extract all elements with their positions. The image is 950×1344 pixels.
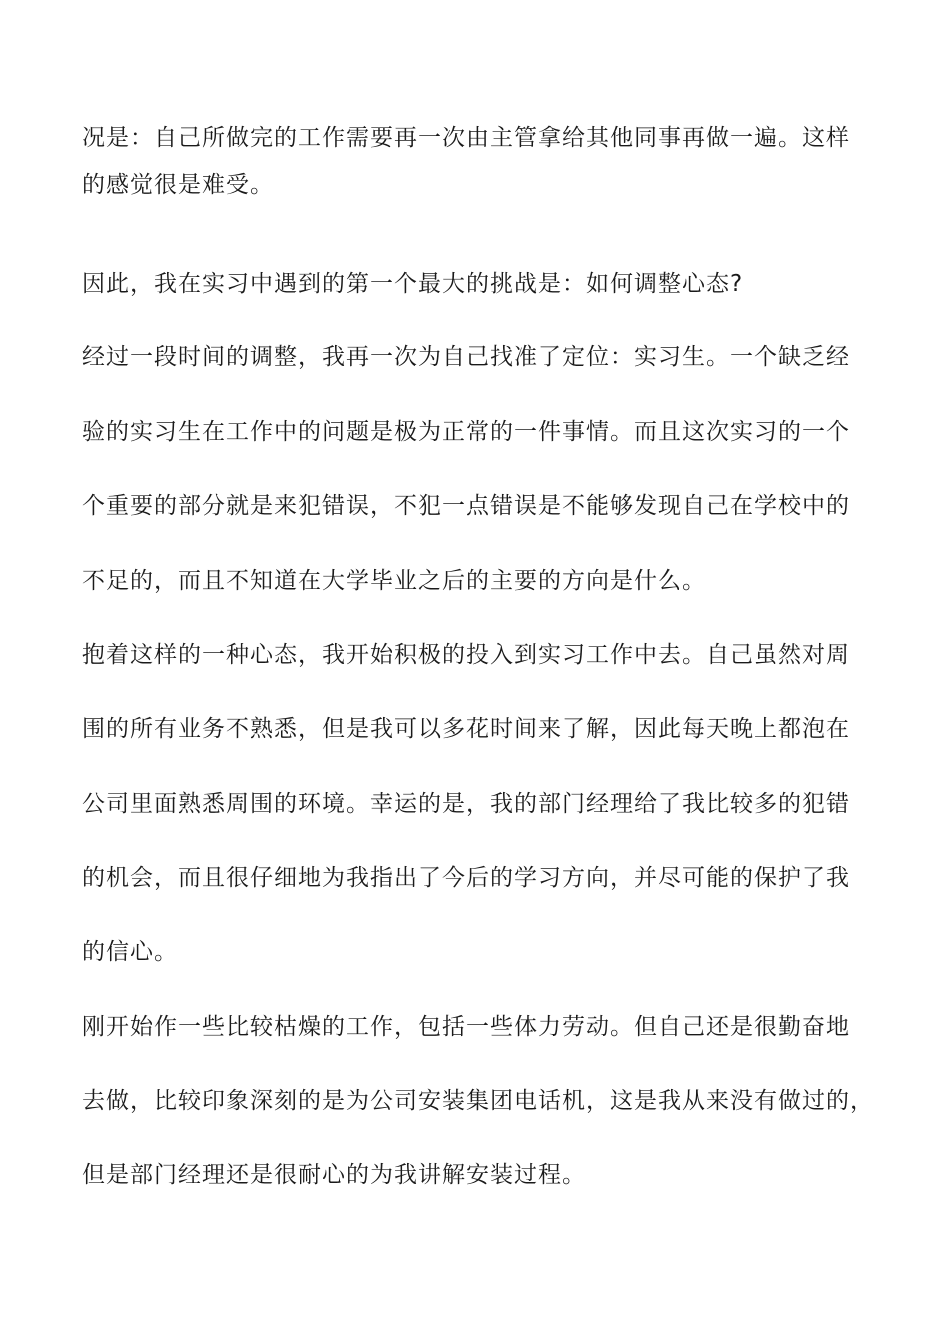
text-line: 围的所有业务不熟悉，但是我可以多花时间来了解，因此每天晚上都泡在: [82, 716, 850, 742]
text-line: 公司里面熟悉周围的环境。幸运的是，我的部门经理给了我比较多的犯错: [82, 791, 850, 817]
text-line: 但是部门经理还是很耐心的为我讲解安装过程。: [82, 1162, 586, 1188]
text-line: 经过一段时间的调整，我再一次为自己找准了定位：实习生。一个缺乏经: [82, 344, 850, 370]
text-line: 的信心。: [82, 939, 178, 965]
text-line: 的机会，而且很仔细地为我指出了今后的学习方向，并尽可能的保护了我: [82, 865, 850, 891]
text-line: 刚开始作一些比较枯燥的工作，包括一些体力劳动。但自己还是很勤奋地: [82, 1014, 850, 1040]
text-line: 不足的，而且不知道在大学毕业之后的主要的方向是什么。: [82, 568, 706, 594]
text-line: 个重要的部分就是来犯错误，不犯一点错误是不能够发现自己在学校中的: [82, 493, 850, 519]
text-line: 验的实习生在工作中的问题是极为正常的一件事情。而且这次实习的一个: [82, 419, 850, 445]
text-line: 因此，我在实习中遇到的第一个最大的挑战是：如何调整心态?: [82, 271, 744, 297]
text-line: 去做，比较印象深刻的是为公司安装集团电话机，这是我从来没有做过的，: [82, 1088, 874, 1114]
text-line: 抱着这样的一种心态，我开始积极的投入到实习工作中去。自己虽然对周: [82, 642, 850, 668]
text-line: 况是：自己所做完的工作需要再一次由主管拿给其他同事再做一遍。这样: [82, 125, 850, 151]
text-line: 的感觉很是难受。: [82, 172, 274, 198]
